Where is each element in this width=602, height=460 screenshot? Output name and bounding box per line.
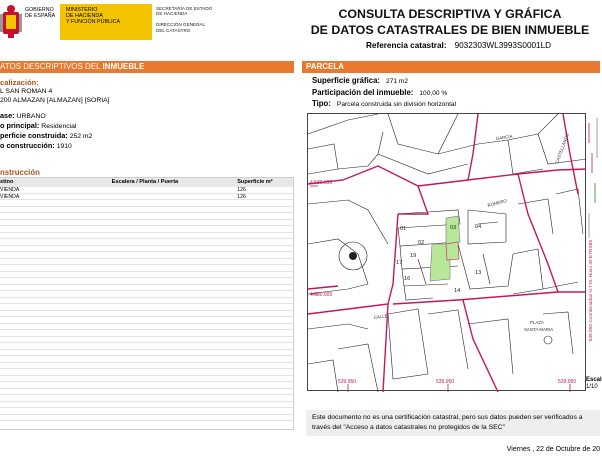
ministry-block bbox=[60, 4, 152, 40]
gov-name bbox=[25, 7, 55, 44]
gov-line-1: GOBIERNO bbox=[25, 7, 54, 13]
ministry-line-2: DE HACIENDA bbox=[66, 13, 103, 20]
notice-line-2: través del "Acceso a datos catastrales no protegidos de la SEC" bbox=[312, 424, 505, 431]
plaza-label-1: PLAZA bbox=[530, 320, 544, 325]
participation-label: Participación del inmueble: bbox=[312, 87, 414, 97]
header-destino: stino bbox=[0, 179, 14, 185]
built-area-value: 252 m2 bbox=[69, 133, 93, 140]
cadastral-map[interactable] bbox=[307, 113, 586, 391]
coord-east-1: 539.950 bbox=[338, 379, 357, 385]
notice-line-1: Este documento no es una certificación catastral, pero sus datos pueden ser verificados a bbox=[312, 414, 583, 421]
table-header bbox=[0, 178, 293, 187]
coord-north-1: 4.580.950 bbox=[310, 180, 333, 186]
street-calle-label: CALLE bbox=[373, 313, 388, 320]
parcel-03-label: 03 bbox=[450, 225, 457, 231]
graphic-area-label: Superficie gráfica: bbox=[312, 76, 381, 85]
plaza-label-2: SANTA MARIA bbox=[524, 327, 554, 332]
use-label: o principal: bbox=[0, 121, 40, 130]
secretary-line-1: SECRETARÍA DE ESTADO bbox=[156, 6, 213, 11]
descriptive-bar-strong: INMUEBLE bbox=[102, 62, 145, 71]
construction-heading: nstrucción bbox=[0, 168, 40, 177]
parcel-02-label: 02 bbox=[418, 240, 425, 246]
construction-table bbox=[0, 177, 294, 430]
disclaimer-notice bbox=[306, 410, 600, 436]
date-footer: Viernes , 22 de Octubre de 20 bbox=[506, 446, 600, 453]
gov-line-2: DE ESPAÑA bbox=[25, 13, 56, 19]
address-line-1: L SAN ROMAN 4 bbox=[0, 88, 53, 95]
title-line-2: DE DATOS CATASTRALES DE BIEN INMUEBLE bbox=[310, 23, 590, 37]
property-info bbox=[0, 78, 294, 151]
coat-of-arms-icon bbox=[0, 4, 22, 40]
map-drawing bbox=[308, 114, 587, 392]
legend-lines bbox=[586, 113, 600, 243]
year-value: 1910 bbox=[56, 143, 72, 150]
directorate-line-2: DEL CATASTRO bbox=[156, 27, 191, 33]
use-value: Residencial bbox=[41, 123, 77, 130]
parcel-14-label: 14 bbox=[454, 288, 461, 294]
directorate-line-1: DIRECCIÓN GENERAL bbox=[156, 22, 206, 28]
coord-east-2: 539.950 bbox=[436, 379, 455, 385]
ministry-line-1: MINISTERIO bbox=[66, 7, 98, 13]
row-escalera bbox=[112, 194, 238, 200]
scale-label: Escal bbox=[586, 377, 602, 383]
street-romero-label: ROMERO bbox=[486, 198, 508, 208]
parcel-04-label: 04 bbox=[475, 224, 482, 230]
parcel-13-label: 13 bbox=[475, 270, 482, 276]
built-area-label: perficie construida: bbox=[0, 131, 68, 140]
parcel-info bbox=[312, 76, 456, 111]
parcel-01-label: 01 bbox=[400, 226, 407, 232]
location-label: calización: bbox=[0, 78, 39, 87]
parcel-bar: PARCELA bbox=[302, 61, 600, 73]
class-label: ase: bbox=[0, 111, 15, 120]
row-escalera bbox=[112, 187, 238, 193]
header-escalera: Escalera / Planta / Puerta bbox=[111, 179, 179, 185]
scale-block bbox=[586, 377, 602, 391]
parcel-19-label: 19 bbox=[410, 253, 417, 259]
scale-value: 1/10 bbox=[586, 384, 598, 390]
secretary-line-2: DE HACIENDA bbox=[156, 11, 188, 17]
reference-line bbox=[366, 41, 551, 50]
coord-east-3: 539.950 bbox=[558, 379, 577, 385]
participation-value: 100,00 % bbox=[419, 89, 448, 97]
type-label: Tipo: bbox=[312, 99, 331, 108]
row-superficie: 126 bbox=[237, 187, 246, 193]
page-title bbox=[300, 6, 600, 38]
directorate-block bbox=[156, 6, 212, 33]
reference-value: 9032303WL3993S0001LD bbox=[454, 41, 552, 50]
row-destino: VIENDA bbox=[0, 187, 20, 193]
coordinates-caption: 539.950 Coordenadas U.T.M. Huso 30 ETRS89 bbox=[589, 240, 594, 342]
row-destino: VIENDA bbox=[0, 193, 20, 200]
parcel-17-label: 17 bbox=[396, 260, 403, 266]
year-label: o construcción: bbox=[0, 141, 55, 150]
street-castellanos-label: CASTELLANOS bbox=[554, 132, 570, 165]
type-value: Parcela construida sin división horizontal bbox=[336, 101, 457, 108]
ministry-line-3: Y FUNCIÓN PÚBLICA bbox=[66, 19, 121, 26]
table-row-empty bbox=[0, 415, 293, 422]
class-value: URBANO bbox=[16, 113, 46, 120]
parcel-16-label: 16 bbox=[404, 276, 411, 282]
street-garcia-label: GARCIA bbox=[495, 133, 513, 141]
page-header bbox=[0, 0, 600, 56]
reference-label: Referencia catastral: bbox=[366, 41, 447, 50]
header-superficie: Superficie m² bbox=[237, 179, 273, 185]
descriptive-bar-prefix: ATOS DESCRIPTIVOS DEL bbox=[0, 62, 103, 71]
coord-north-2: 4.580.900 bbox=[310, 292, 333, 298]
graphic-area-value: 271 m2 bbox=[386, 78, 409, 85]
title-line-1: CONSULTA DESCRIPTIVA Y GRÁFICA bbox=[338, 7, 562, 21]
descriptive-data-bar bbox=[0, 61, 294, 73]
address-line-2: 200 ALMAZAN [ALMAZAN] [SORIA] bbox=[0, 97, 110, 104]
row-superficie: 126 bbox=[237, 193, 246, 200]
